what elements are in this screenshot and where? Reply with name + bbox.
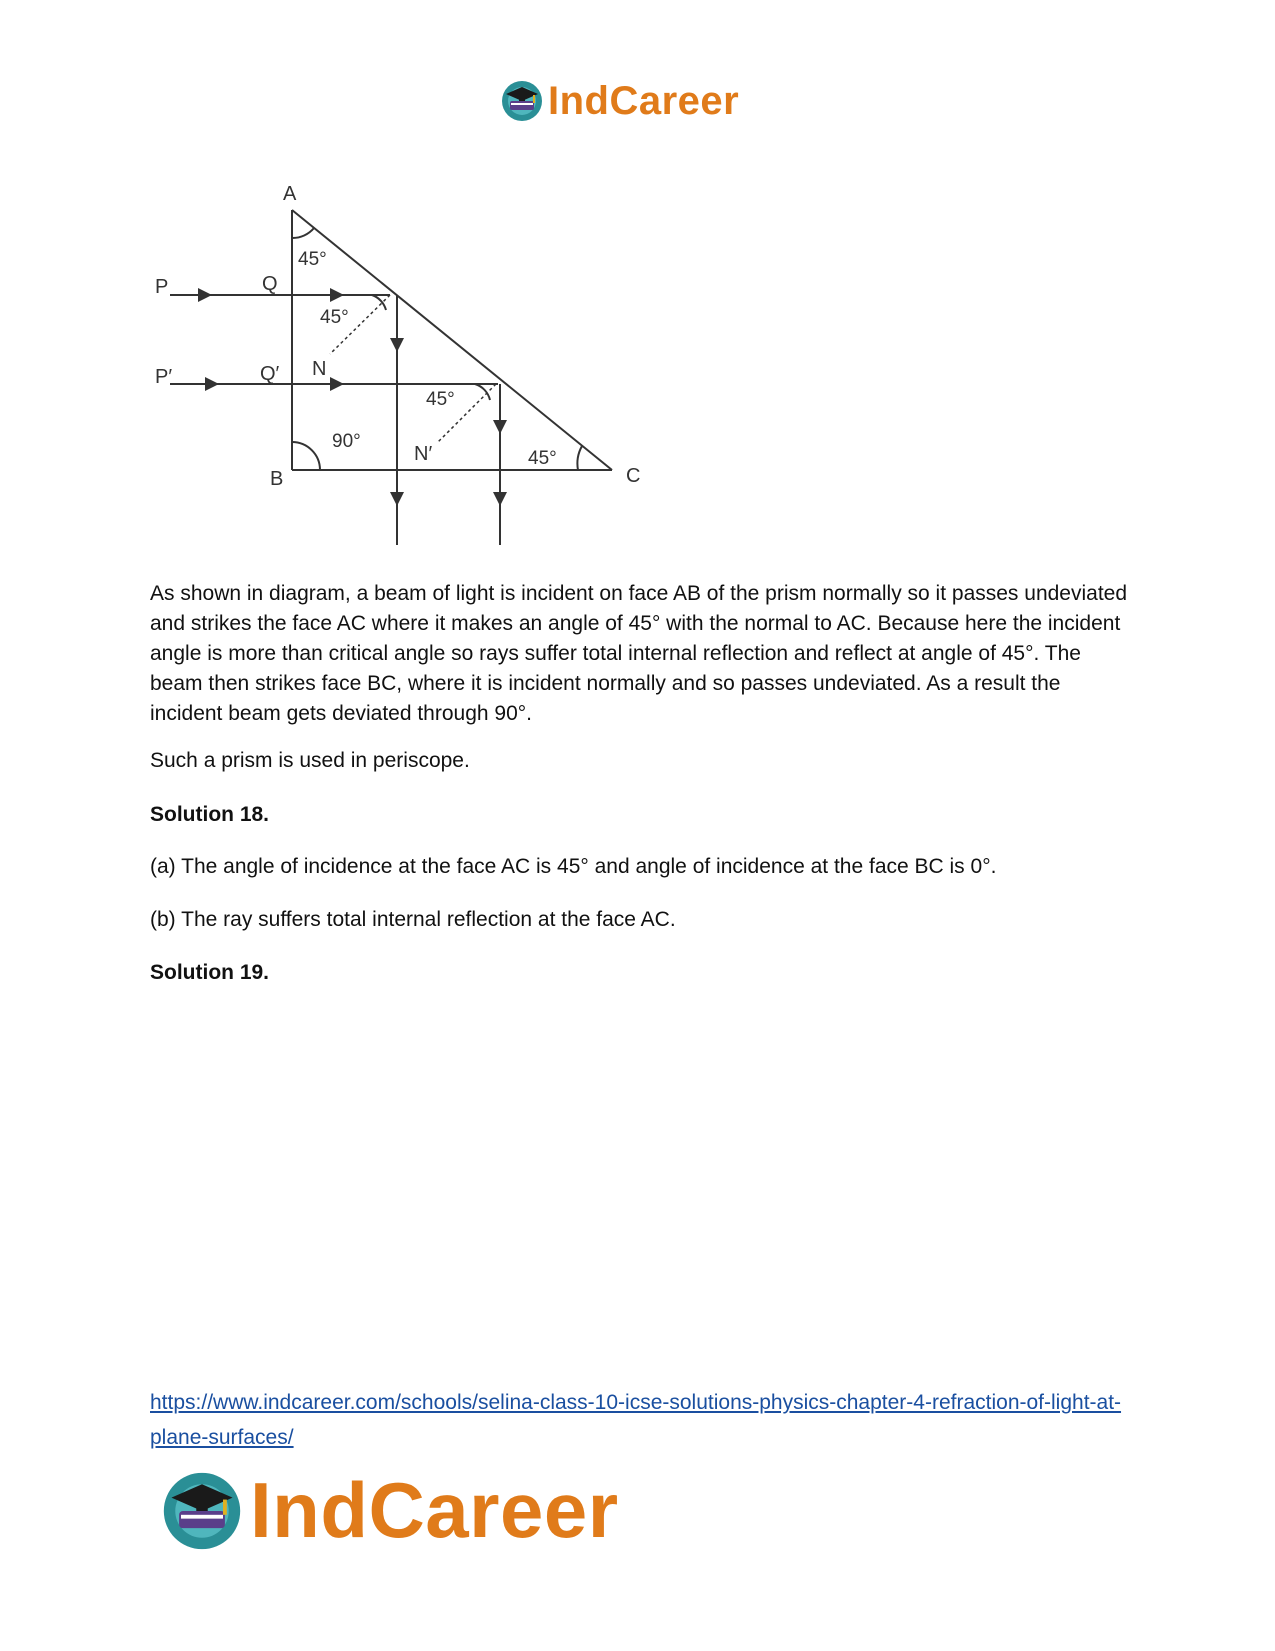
label-b: B — [270, 468, 284, 490]
footer-logo — [160, 1465, 619, 1556]
angle-arc-c — [577, 446, 582, 470]
label-c: C — [626, 465, 641, 487]
label-angle-lower: 45° — [426, 389, 455, 410]
periscope-paragraph: Such a prism is used in periscope. — [150, 749, 470, 772]
label-a: A — [283, 183, 297, 205]
logo-text: IndCareer — [250, 1466, 619, 1554]
label-angle-upper: 45° — [320, 307, 349, 328]
solution-18-heading: Solution 18. — [150, 803, 270, 826]
label-angle-a: 45° — [298, 249, 327, 270]
arrow-down-lower-1 — [493, 420, 507, 434]
graduation-cap-icon — [160, 1469, 244, 1553]
label-n: N — [312, 358, 327, 380]
label-p-prime: P′ — [155, 366, 173, 388]
label-n-prime: N′ — [414, 443, 433, 465]
arrow-down-upper-2 — [390, 492, 404, 506]
source-link[interactable]: https://www.indcareer.com/schools/selina-class-10-icse-solutions-physics-chapter-4-refraction-of-light-at-plane-surfaces/ — [150, 1391, 1122, 1449]
explanation-paragraph: As shown in diagram, a beam of light is incident on face AB of the prism normally so it passes undeviated and strikes the face AC where it makes an angle of 45° with the normal to AC. Because here the incident angle is more than critical angle so rays suffer total internal reflection and reflect at angle of 45°. The beam then strikes face BC, where it is incident normally and so passes undeviated. As a result the incident beam gets deviated through 90°. — [150, 582, 1128, 725]
solution-18-part-b: (b) The ray suffers total internal reflection at the face AC. — [150, 908, 676, 931]
solution-19-heading: Solution 19. — [150, 961, 270, 984]
arrow-q — [330, 288, 344, 302]
logo-text: IndCareer — [548, 78, 740, 123]
label-q-prime: Q′ — [260, 363, 280, 385]
label-angle-c: 45° — [528, 448, 557, 469]
arrow-p — [198, 288, 212, 302]
arrow-down-lower-2 — [493, 492, 507, 506]
graduation-cap-icon — [500, 79, 544, 123]
header-logo — [500, 78, 739, 124]
arrow-down-upper-1 — [390, 338, 404, 352]
prism-diagram — [150, 180, 670, 555]
arrow-p-prime — [205, 377, 219, 391]
label-q: Q — [262, 273, 278, 295]
label-angle-b: 90° — [332, 431, 361, 452]
solution-18-part-a: (a) The angle of incidence at the face AC is 45° and angle of incidence at the face BC is 0°. — [150, 855, 997, 878]
angle-arc-b — [292, 442, 320, 470]
arrow-n — [330, 377, 344, 391]
label-p: P — [155, 276, 169, 298]
angle-arc-a — [292, 228, 314, 238]
angle-arc-upper — [372, 295, 386, 310]
